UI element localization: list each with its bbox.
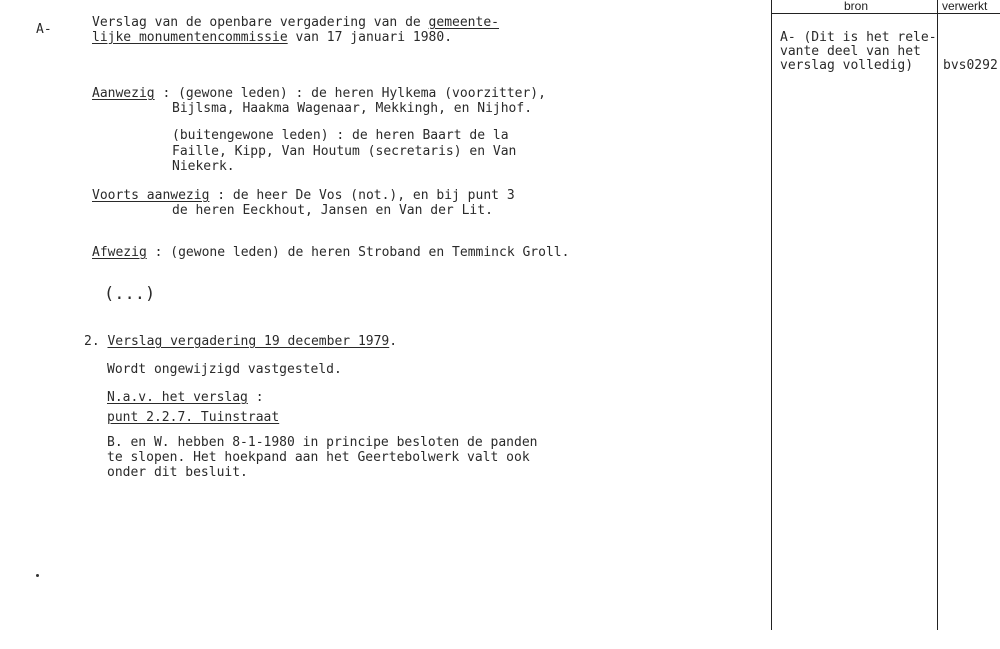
vastgesteld-text: Wordt ongewijzigd vastgesteld. [107,362,342,377]
afwezig-line [92,245,569,260]
source-note-line-3: verslag volledig) [780,58,914,73]
aanwezig-label: Aanwezig [92,86,155,101]
section-marker: A- [36,22,52,37]
voorts-text: : de heer De Vos (not.), en bij punt 3 [209,188,515,203]
column-header-verwerkt: verwerkt [942,0,988,13]
aanwezig-line-2: Bijlsma, Haakma Wagenaar, Mekkingh, en Nijhof. [172,101,533,116]
item-2-number: 2. [84,334,108,349]
buitengewone-line-3: Niekerk. [172,159,235,174]
body-line-2: te slopen. Het hoekpand aan het Geertebolwerk valt ook [107,450,530,465]
header-line-1 [92,15,499,30]
margin-dot [36,574,39,577]
source-note [780,31,937,73]
voorts-line-1 [92,188,515,203]
table-column-divider-left [771,0,772,630]
punt-label: punt 2.2.7. Tuinstraat [107,410,280,425]
aanwezig-text: : (gewone leden) : de heren Hylkema (voorzitter), [154,86,546,101]
buitengewone-line-1: (buitengewone leden) : de heren Baart de la [172,128,509,143]
body-line-1: B. en W. hebben 8-1-1980 in principe besloten de panden [107,435,538,450]
header-text: van 17 januari 1980. [287,30,453,45]
buitengewone-line-2: Faille, Kipp, Van Houtum (secretaris) en Van [172,144,517,159]
afwezig-text: : (gewone leden) de heren Stroband en Temminck Groll. [146,245,570,260]
nav-label: N.a.v. het verslag [107,390,248,405]
ellipsis: (...) [104,284,156,304]
table-column-divider-right [937,0,938,630]
aanwezig-line-1 [92,86,546,101]
item-2-heading [84,334,397,349]
nav-line [107,390,264,405]
voorts-line-2: de heren Eeckhout, Jansen en Van der Lit. [172,203,493,218]
source-note-line-1: A- (Dit is het rele- [780,30,937,45]
reference-code: bvs0292 [943,58,998,73]
item-2-title: Verslag vergadering 19 december 1979 [107,334,390,349]
table-header-rule [771,13,1000,14]
voorts-label: Voorts aanwezig [92,188,210,203]
header-text: Verslag van de openbare vergadering van de [92,15,429,30]
column-header-bron: bron [844,0,869,13]
header-underlined-text: gemeente- [428,15,499,30]
nav-colon: : [247,390,264,405]
header-line-2 [92,30,452,45]
source-note-line-2: vante deel van het [780,44,921,59]
item-2-period: . [389,334,398,349]
afwezig-label: Afwezig [92,245,147,260]
body-line-3: onder dit besluit. [107,465,248,480]
header-underlined-text: lijke monumentencommissie [92,30,288,45]
